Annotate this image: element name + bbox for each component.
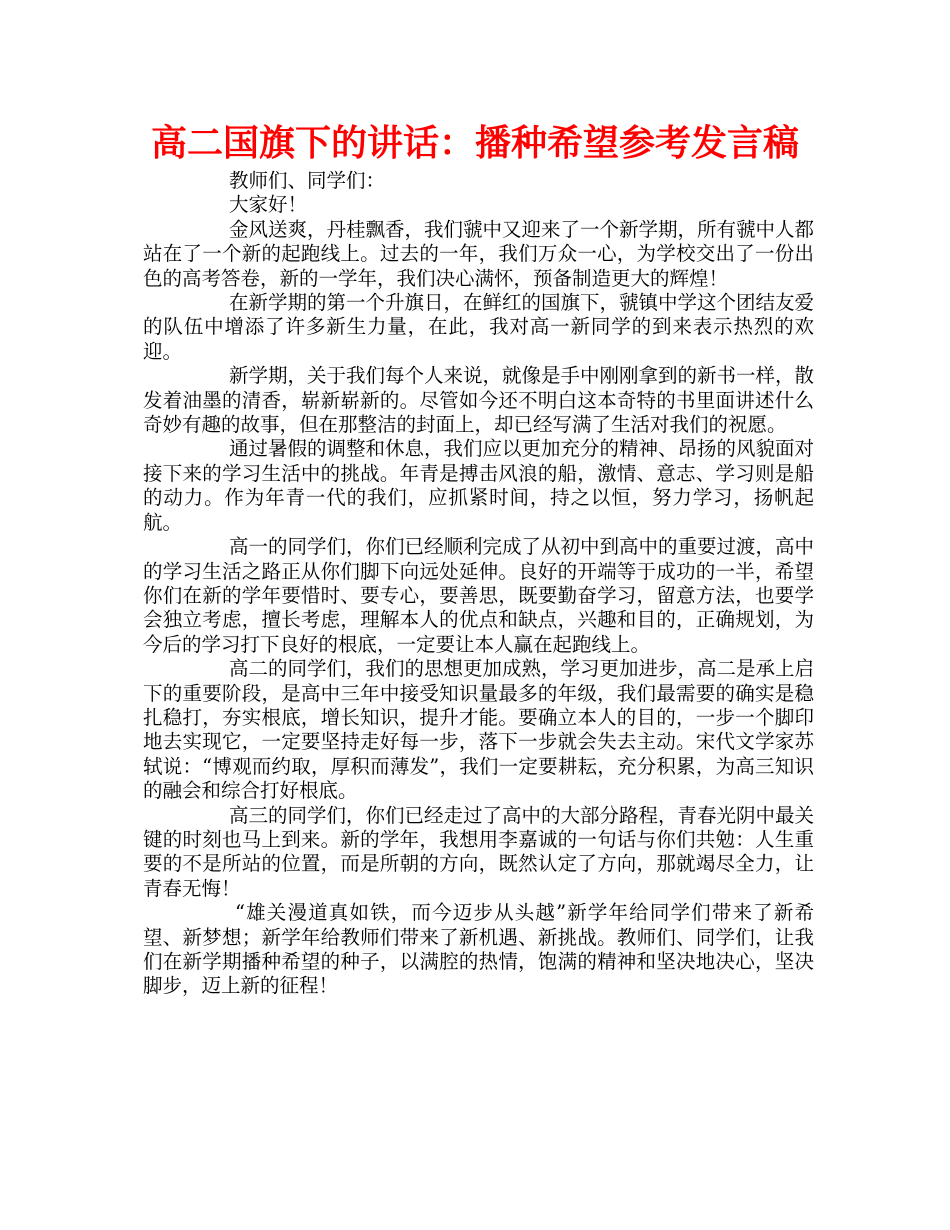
salutation: 教师们、同学们：	[229, 169, 386, 192]
body-paragraph: 在新学期的第一个升旗日，在鲜红的国旗下，虢镇中学这个团结友爱的队伍中增添了许多新生力量，在此，我对高一新同学的到来表示热烈的欢迎。	[143, 291, 815, 363]
greeting: 大家好！	[229, 193, 308, 217]
closing-paragraph: “雄关漫道真如铁，而今迈步从头越”新学年给同学们带来了新希望、新梦想；新学年给教师们带来了新机遇、新挑战。教师们、同学们，让我们在新学期播种希望的种子，以满腔的热情，饱满的精神和坚决地决心，坚决脚步，迈上新的征程！	[143, 901, 814, 998]
body-paragraph: 高二的同学们，我们的思想更加成熟，学习更加进步，高二是承上启下的重要阶段，是高中三年中接受知识量最多的年级，我们最需要的确实是稳扎稳打，夯实根底，增长知识，提升才能。要确立本人的目的，一步一个脚印地去实现它，一定要坚持走好每一步，落下一步就会失去主动。宋代文学家苏轼说：“博观而约取，厚积而薄发”，我们一定要耕耘，充分积累，为高三知识的融会和综合打好根底。	[143, 657, 815, 803]
body-paragraph: 通过暑假的调整和休息，我们应以更加充分的精神、昂扬的风貌面对接下来的学习生活中的挑战。年青是搏击风浪的船，激情、意志、学习则是船的动力。作为年青一代的我们，应抓紧时间，持之以恒，努力学习，扬帆起航。	[143, 437, 815, 534]
body-paragraph: 高三的同学们，你们已经走过了高中的大部分路程，青春光阴中最关键的时刻也马上到来。新的学年，我想用李嘉诚的一句话与你们共勉：人生重要的不是所站的位置，而是所朝的方向，既然认定了方向，那就竭尽全力，让青春无悔！	[143, 803, 815, 900]
body-paragraph: 高一的同学们，你们已经顺利完成了从初中到高中的重要过渡，高中的学习生活之路正从你们脚下向远处延伸。良好的开端等于成功的一半，希望你们在新的学年要惜时、要专心，要善思，既要勤奋学习，留意方法，也要学会独立考虑，擅长考虑，理解本人的优点和缺点，兴趣和目的，正确规划，为今后的学习打下良好的根底，一定要让本人赢在起跑线上。	[143, 535, 815, 656]
body-paragraph: 金风送爽，丹桂飘香，我们虢中又迎来了一个新学期，所有虢中人都站在了一个新的起跑线上。过去的一年，我们万众一心，为学校交出了一份出色的高考答卷，新的一学年，我们决心满怀，预备制造更大的辉煌！	[143, 217, 815, 290]
body-paragraph: 新学期，关于我们每个人来说，就像是手中刚刚拿到的新书一样，散发着油墨的清香，崭新崭新的。尽管如今还不明白这本奇特的书里面讲述什么奇妙有趣的故事，但在那整洁的封面上，却已经写满了生活对我们的祝愿。	[143, 364, 815, 437]
document-title: 高二国旗下的讲话：播种希望参考发言稿	[150, 123, 799, 164]
document-body	[143, 169, 814, 999]
